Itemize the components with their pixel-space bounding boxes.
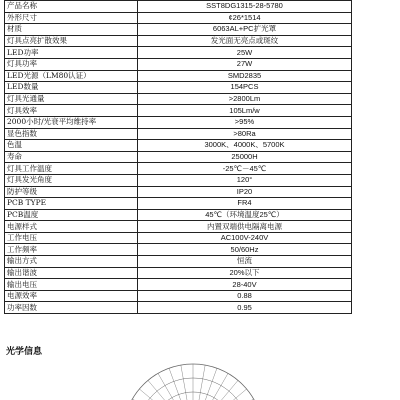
spec-value: 50/60Hz [138,244,352,256]
spec-value: AC100V-240V [138,232,352,244]
spec-row [5,12,352,24]
polar-spoke [193,389,247,400]
spec-row [5,279,352,291]
spec-label: 输出方式 [5,256,138,268]
spec-row [5,128,352,140]
spec-value: IP20 [138,186,352,198]
spec-label: 外形尺寸 [5,12,138,24]
spec-label: 电源样式 [5,221,138,233]
spec-value: FR4 [138,198,352,210]
spec-label: 防护等级 [5,186,138,198]
spec-value: -25℃－45℃ [138,163,352,175]
spec-label: 灯具发光角度 [5,174,138,186]
spec-label: 显色指数 [5,128,138,140]
spec-value: 154PCS [138,82,352,94]
spec-row [5,116,352,128]
polar-diagram-svg [118,356,268,400]
spec-row [5,163,352,175]
spec-row [5,221,352,233]
spec-row [5,24,352,36]
spec-value: SST8DG1315-28-5780 [138,1,352,13]
spec-row [5,267,352,279]
spec-label: LED光源（LM80认证） [5,70,138,82]
spec-value: 3000K、4000K、5700K [138,140,352,152]
spec-label: 工作电压 [5,232,138,244]
spec-value: 105Lm/w [138,105,352,117]
spec-label: 材质 [5,24,138,36]
spec-row [5,151,352,163]
spec-row [5,1,352,13]
spec-row [5,302,352,314]
spec-value: 25W [138,47,352,59]
spec-label: PCB TYPE [5,198,138,210]
spec-label: 灯具功率 [5,58,138,70]
spec-value: 20%以下 [138,267,352,279]
spec-value: ¢26*1514 [138,12,352,24]
spec-value: 0.95 [138,302,352,314]
spec-label: 功率因数 [5,302,138,314]
spec-row [5,82,352,94]
spec-value: 发光面无亮点或斑纹 [138,35,352,47]
spec-row [5,140,352,152]
spec-value: 25000H [138,151,352,163]
spec-row [5,70,352,82]
spec-label: 工作频率 [5,244,138,256]
spec-row [5,256,352,268]
spec-label: 寿命 [5,151,138,163]
spec-row [5,186,352,198]
polar-spoke [193,365,205,400]
spec-label: 灯具点亮扩散效果 [5,35,138,47]
polar-spoke [193,368,217,400]
spec-label: 灯具工作温度 [5,163,138,175]
spec-row [5,209,352,221]
spec-label: PCB温度 [5,209,138,221]
spec-row [5,198,352,210]
spec-value: 6063AL+PC扩光罩 [138,24,352,36]
spec-value: SMD2835 [138,70,352,82]
polar-light-distribution-diagram [118,356,268,400]
polar-spoke [169,368,193,400]
spec-value: >80Ra [138,128,352,140]
spec-table [4,0,352,314]
optical-info-title: 光学信息 [6,347,43,357]
spec-label: 输出电压 [5,279,138,291]
polar-spoke [139,389,193,400]
polar-spoke [193,380,238,400]
spec-label: 2000小时/光衰平均维持率 [5,116,138,128]
spec-label: 输出谐波 [5,267,138,279]
spec-row [5,47,352,59]
spec-label: LED功率 [5,47,138,59]
spec-value: 0.88 [138,290,352,302]
spec-value: 45℃（环境温度25℃） [138,209,352,221]
spec-label: 电源效率 [5,290,138,302]
spec-value: 内置双端供电隔离电源 [138,221,352,233]
spec-table-body [5,1,352,314]
spec-value: 120° [138,174,352,186]
spec-label: LED数量 [5,82,138,94]
spec-label: 产品名称 [5,1,138,13]
spec-value: >2800Lm [138,93,352,105]
spec-value: 28-40V [138,279,352,291]
spec-row [5,105,352,117]
spec-row [5,58,352,70]
spec-label: 灯具光通量 [5,93,138,105]
spec-value: 27W [138,58,352,70]
spec-row [5,93,352,105]
spec-row [5,174,352,186]
spec-row [5,244,352,256]
spec-value: >95% [138,116,352,128]
spec-row [5,232,352,244]
spec-row [5,290,352,302]
polar-spoke [181,365,193,400]
spec-label: 色温 [5,140,138,152]
spec-label: 灯具效率 [5,105,138,117]
spec-row [5,35,352,47]
spec-value: 恒流 [138,256,352,268]
polar-spoke [148,380,193,400]
